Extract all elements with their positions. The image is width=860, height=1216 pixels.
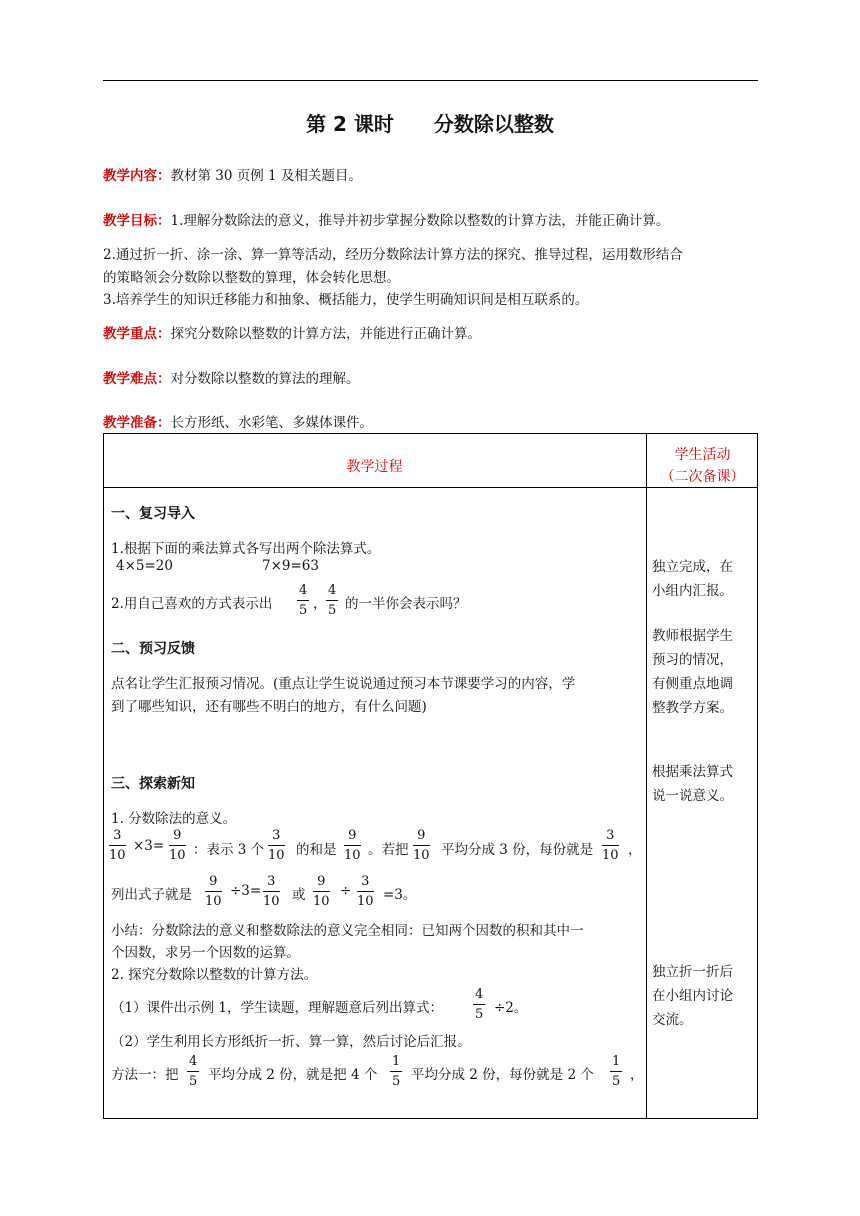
- method1-c: 平均分成 2 份，每份就是 2 个: [411, 1067, 594, 1083]
- text-if: 。若把: [368, 842, 409, 858]
- fraction-3-10: 3 10: [602, 828, 619, 863]
- difficulty-line: 教学难点：对分数除以整数的算法的理解。: [103, 371, 360, 387]
- side-note-1: 独立完成，在 小组内汇报。: [652, 559, 733, 599]
- goal-line-2b: 的策略领会分数除以整数的算理，体会转化思想。: [103, 270, 400, 286]
- goal-line-2a: 2.通过折一折、涂一涂、算一算等活动，经历分数除法计算方法的探究、推导过程，运用数形结合: [103, 247, 683, 263]
- fraction-3-10: 3 10: [109, 828, 126, 863]
- side-note-4: 独立折一折后 在小组内讨论 交流。: [652, 964, 733, 1028]
- fraction-9-10: 9 10: [169, 828, 186, 863]
- text-split: 平均分成 3 份，每份就是: [441, 842, 594, 858]
- fraction-1-5: 1 5: [612, 1054, 621, 1089]
- fraction-3-10: 3 10: [268, 828, 285, 863]
- fraction-4-5: 4 5: [189, 1054, 198, 1089]
- step2-text: （2）学生利用长方形纸折一折、算一算，然后讨论后汇报。: [111, 1034, 471, 1050]
- fraction-4-5: 4 5: [299, 583, 308, 618]
- key-label: 教学重点：: [103, 326, 171, 342]
- prep-label: 教学准备：: [103, 415, 171, 431]
- review-item-2a: 2.用自己喜欢的方式表示出: [111, 596, 273, 612]
- method1-b: 平均分成 2 份，就是把 4 个: [208, 1067, 378, 1083]
- text-div: ÷: [340, 883, 352, 899]
- fraction-9-10: 9 10: [205, 874, 222, 909]
- prep-line: 教学准备：长方形纸、水彩笔、多媒体课件。: [103, 415, 373, 431]
- top-rule: [103, 80, 758, 81]
- method1-d: ，: [630, 1067, 644, 1083]
- table-header-activity: 学生活动: [674, 447, 731, 463]
- text-sum: 的和是: [296, 842, 337, 858]
- content-line: [103, 164, 362, 184]
- goal-line-3: 3.培养学生的知识迁移能力和抽象、概括能力，使学生明确知识间是相互联系的。: [103, 292, 589, 308]
- preview-line-2: 到了哪些知识，还有哪些不明白的地方，有什么问题): [111, 699, 427, 715]
- text-div3: ÷3=: [230, 883, 262, 899]
- review-item-1: 1.根据下面的乘法算式各写出两个除法算式。: [111, 541, 381, 557]
- review-item-2-sep: ，: [313, 596, 327, 612]
- section-preview-heading: 二、预习反馈: [111, 641, 195, 657]
- text-list: 列出式子就是: [111, 887, 192, 903]
- side-note-3: 根据乘法算式 说一说意义。: [652, 764, 733, 804]
- section-explore-heading: 三、探索新知: [111, 776, 195, 792]
- text-means: ：表示 3 个: [193, 842, 265, 858]
- content-label: 教学内容：: [103, 168, 171, 184]
- fraction-9-10: 9 10: [313, 874, 330, 909]
- text-or: 或: [292, 887, 306, 903]
- table-header-divider: [103, 487, 758, 488]
- fraction-3-10: 3 10: [263, 874, 280, 909]
- method1-a: 方法一：把: [111, 1067, 179, 1083]
- page-title: 第 2 课时 分数除以整数: [306, 112, 554, 136]
- equation-1: 4×5=20: [116, 558, 173, 574]
- summary-line-1: 小结：分数除法的意义和整数除法的意义完全相同：已知两个因数的积和其中一: [111, 923, 584, 939]
- summary-line-2: 个因数，求另一个因数的运算。: [111, 945, 300, 961]
- fraction-1-5: 1 5: [392, 1054, 401, 1089]
- text-comma: ，: [628, 842, 642, 858]
- step1-text: （1）课件出示例 1，学生读题，理解题意后列出算式：: [111, 1000, 443, 1016]
- section-review-heading: 一、复习导入: [111, 506, 195, 522]
- fraction-9-10: 9 10: [344, 828, 361, 863]
- key-line: 教学重点：探究分数除以整数的计算方法，并能进行正确计算。: [103, 326, 481, 342]
- side-note-2: 教师根据学生 预习的情况， 有侧重点地调 整教学方案。: [652, 628, 733, 716]
- goal-label: 教学目标：: [103, 213, 171, 229]
- preview-line-1: 点名让学生汇报预习情况。(重点让学生说说通过预习本节课要学习的内容，学: [111, 676, 576, 692]
- fraction-3-10: 3 10: [357, 874, 374, 909]
- table-header-second-prep: （二次备课）: [660, 469, 745, 485]
- goal-line-1: 教学目标：1.理解分数除法的意义，推导并初步掌握分数除以整数的计算方法，并能正确计算。: [103, 213, 670, 229]
- text-times3: ×3=: [133, 838, 165, 854]
- explore-item-2: 2. 探究分数除以整数的计算方法。: [111, 967, 318, 983]
- fraction-9-10: 9 10: [413, 828, 430, 863]
- difficulty-label: 教学难点：: [103, 371, 171, 387]
- text-eq3: =3。: [383, 887, 417, 903]
- content-text: 教材第 30 页例 1 及相关题目。: [170, 168, 362, 184]
- fraction-4-5: 4 5: [475, 987, 484, 1022]
- equation-2: 7×9=63: [262, 558, 319, 574]
- table-header-process: 教学过程: [346, 459, 403, 475]
- fraction-4-5: 4 5: [328, 583, 337, 618]
- explore-item-1: 1. 分数除法的意义。: [111, 811, 237, 827]
- step1-div2: ÷2。: [494, 1000, 528, 1016]
- review-item-2b: 的一半你会表示吗？: [345, 596, 467, 612]
- table-column-divider: [646, 433, 647, 1119]
